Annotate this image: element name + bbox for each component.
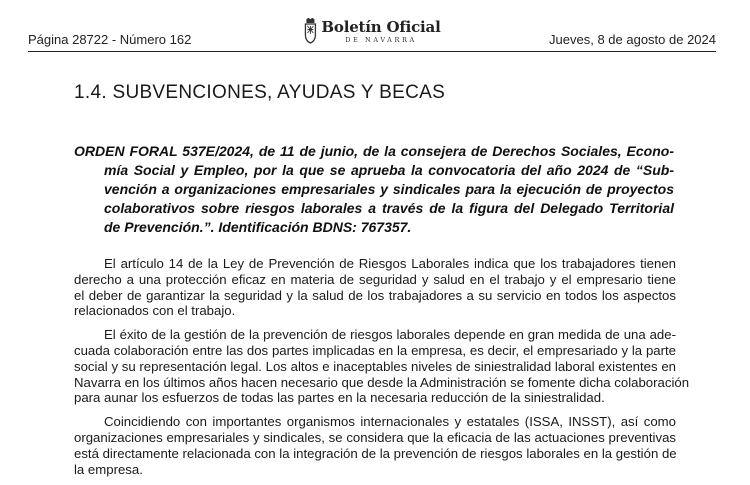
paragraph-line: para aunar los esfuerzos de todas las partes en la necesaria reducción de la siniestralidad. bbox=[74, 390, 605, 406]
order-line: mía Social y Empleo, por la que se aprueba la convocatoria del año 2024 de “Sub- bbox=[104, 162, 674, 178]
order-line: de Prevención.”. Identificación BDNS: 767357. bbox=[104, 219, 412, 235]
order-title bbox=[74, 142, 674, 237]
order-line: vención a organizaciones empresariales y sindicales para la ejecución de proyectos bbox=[104, 181, 674, 197]
page-header bbox=[28, 18, 716, 50]
publication-date: Jueves, 8 de agosto de 2024 bbox=[549, 32, 716, 47]
paragraph bbox=[74, 256, 676, 319]
logo-title: Boletín Oficial bbox=[321, 18, 441, 36]
paragraph-line: social y su representación legal. Los altos e inaceptables niveles de siniestralidad laboral existentes en bbox=[74, 358, 676, 374]
page-number: Página 28722 - Número 162 bbox=[28, 32, 192, 47]
paragraph-line: está directamente relacionada con la integración de la prevención de riesgos laborales en la gestión de bbox=[74, 445, 677, 461]
paragraph-line: el deber de garantizar la seguridad y la salud de los trabajadores a su servicio en todos los aspectos bbox=[74, 287, 676, 303]
paragraph-line: El éxito de la gestión de la prevención de riesgos laborales depende en gran medida de una ade- bbox=[104, 327, 676, 343]
logo-subtitle: DE NAVARRA bbox=[345, 36, 417, 44]
paragraph-line: Navarra en los últimos años hacen necesario que desde la Administración se fomente dicha colaboración bbox=[74, 374, 690, 390]
order-line: ORDEN FORAL 537E/2024, de 11 de junio, de la consejera de Derechos Sociales, Econo- bbox=[74, 143, 674, 159]
order-line: colaborativos sobre riesgos laborales a través de la figura del Delegado Territorial bbox=[104, 200, 674, 216]
paragraph-line: relacionados con el trabajo. bbox=[74, 303, 236, 319]
paragraph bbox=[74, 327, 690, 406]
bulletin-logo bbox=[303, 18, 440, 44]
paragraph bbox=[74, 414, 676, 477]
body-text bbox=[74, 256, 690, 485]
header-divider bbox=[28, 51, 716, 52]
paragraph-line: El artículo 14 de la Ley de Prevención de Riesgos Laborales indica que los trabajadores tienen bbox=[104, 256, 676, 271]
paragraph-line: la empresa. bbox=[74, 461, 143, 477]
paragraph-line: derecho a una protección eficaz en materia de seguridad y salud en el trabajo y el empresario tiene bbox=[74, 271, 676, 287]
navarra-seal-icon bbox=[303, 18, 317, 44]
paragraph-line: cuada colaboración entre las dos partes implicadas en la empresa, es decir, el empresariado y la parte bbox=[74, 342, 676, 358]
section-title: 1.4. SUBVENCIONES, AYUDAS Y BECAS bbox=[74, 82, 446, 103]
paragraph-line: organizaciones empresariales y sindicales, se considera que la eficacia de las actuaciones preventivas bbox=[74, 429, 676, 445]
paragraph-line: Coincidiendo con importantes organismos internacionales y estatales (ISSA, INSST), así como bbox=[104, 414, 676, 430]
